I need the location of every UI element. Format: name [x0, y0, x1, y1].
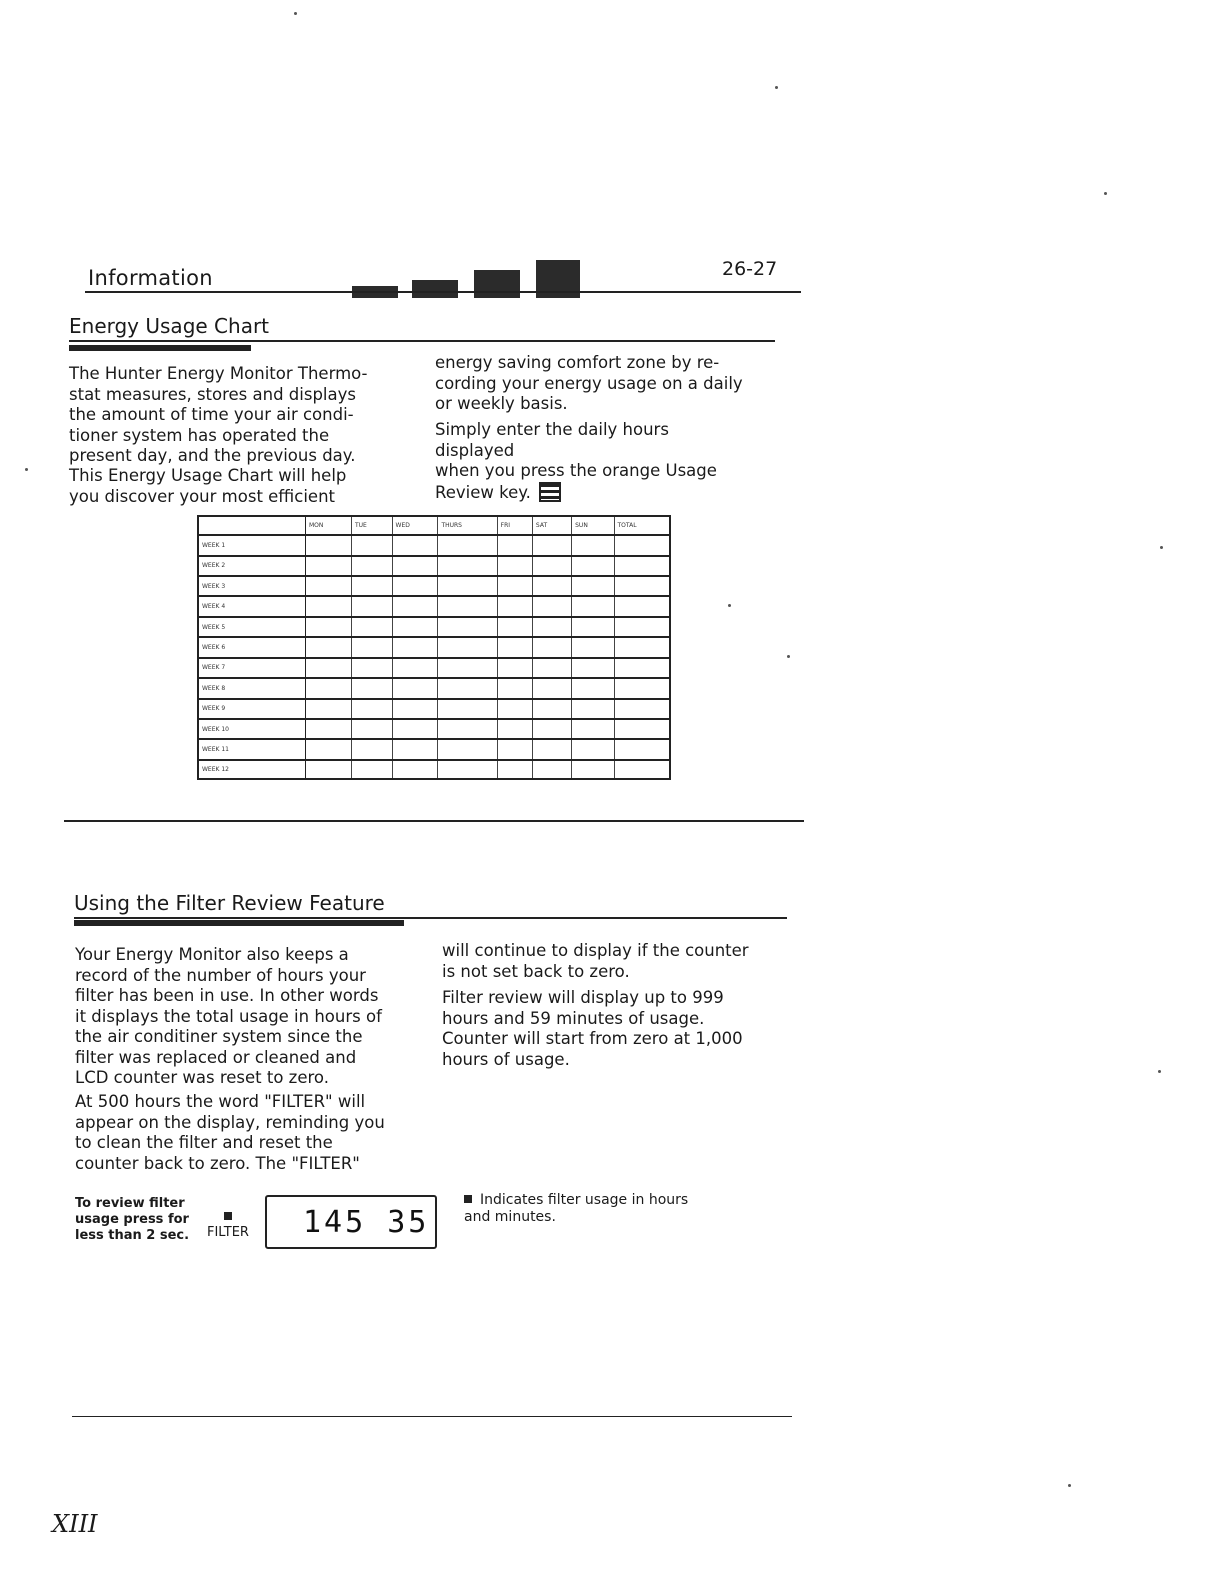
table-cell [392, 739, 438, 759]
filter-left-para-1: Your Energy Monitor also keeps a record of the number of hours your filter has been in use. In other words it displays the total usage in hours of the air conditiner system since the filter was replaced or cleaned and LCD counter was reset to zero. [75, 945, 382, 1087]
title-underline [69, 345, 251, 351]
table-cell [306, 699, 352, 719]
table-cell [352, 596, 393, 616]
bullet-square-icon [464, 1195, 472, 1203]
table-cell [497, 576, 532, 596]
table-cell [306, 576, 352, 596]
filter-indicator-square [224, 1212, 232, 1220]
header-rule [85, 291, 801, 293]
usage-review-key-icon [539, 482, 561, 502]
column-header [199, 517, 306, 535]
table-cell [614, 658, 669, 678]
row-label: WEEK 6 [199, 637, 306, 657]
row-label: WEEK 2 [199, 556, 306, 576]
table-cell [614, 637, 669, 657]
row-label: WEEK 8 [199, 678, 306, 698]
table-row [199, 739, 669, 759]
table-cell [306, 637, 352, 657]
filter-review-title: Using the Filter Review Feature [74, 891, 385, 915]
table-cell [352, 719, 393, 739]
table-cell [306, 760, 352, 778]
table-cell [392, 637, 438, 657]
table-cell [497, 658, 532, 678]
table-cell [306, 556, 352, 576]
energy-right-para-1: energy saving comfort zone by re- cording your energy usage on a daily or weekly basis. [435, 353, 743, 413]
title-rule [74, 917, 787, 919]
table-cell [572, 535, 614, 555]
table-cell [532, 535, 571, 555]
table-cell [438, 658, 497, 678]
table-cell [532, 596, 571, 616]
row-label: WEEK 7 [199, 658, 306, 678]
table-cell [438, 699, 497, 719]
column-header: MON [306, 517, 352, 535]
row-label: WEEK 11 [199, 739, 306, 759]
column-header: FRI [497, 517, 532, 535]
table-cell [497, 535, 532, 555]
table-cell [614, 760, 669, 778]
column-header: SUN [572, 517, 614, 535]
filter-label: FILTER [207, 1225, 249, 1240]
row-label: WEEK 10 [199, 719, 306, 739]
table-cell [306, 617, 352, 637]
filter-note: Indicates filter usage in hours and minutes. [464, 1192, 689, 1225]
table-cell [352, 535, 393, 555]
table-cell [532, 678, 571, 698]
table-cell [532, 719, 571, 739]
table-cell [572, 658, 614, 678]
table-cell [306, 596, 352, 616]
table-cell [392, 535, 438, 555]
table-row [199, 637, 669, 657]
table-cell [572, 719, 614, 739]
table-cell [614, 719, 669, 739]
table-cell [614, 535, 669, 555]
table-cell [392, 576, 438, 596]
section-divider [64, 820, 804, 822]
energy-left-para-2: This Energy Usage Chart will help you discover your most efficient [69, 466, 347, 506]
table-cell [497, 556, 532, 576]
table-row [199, 556, 669, 576]
table-cell [572, 760, 614, 778]
table-cell [614, 678, 669, 698]
table-cell [572, 556, 614, 576]
table-cell [438, 739, 497, 759]
energy-usage-table [197, 515, 671, 780]
table-cell [352, 658, 393, 678]
table-cell [352, 739, 393, 759]
table-cell [614, 617, 669, 637]
table-cell [497, 699, 532, 719]
filter-right-para-1: will continue to display if the counter is not set back to zero. [442, 941, 749, 981]
table-cell [392, 678, 438, 698]
column-header: SAT [532, 517, 571, 535]
table-cell [614, 556, 669, 576]
table-cell [614, 576, 669, 596]
table-cell [306, 678, 352, 698]
page-number: 26-27 [722, 258, 778, 280]
table-cell [572, 739, 614, 759]
row-label: WEEK 4 [199, 596, 306, 616]
table-cell [572, 637, 614, 657]
filter-right-para-2: Filter review will display up to 999 hours and 59 minutes of usage. Counter will start from zero at 1,000 hours of usage. [442, 988, 743, 1069]
table-cell [392, 658, 438, 678]
column-header: TOTAL [614, 517, 669, 535]
table-cell [352, 678, 393, 698]
table-row [199, 576, 669, 596]
table-cell [438, 637, 497, 657]
lcd-digits: 145 35 [303, 1205, 430, 1240]
energy-right-para-2: Simply enter the daily hours displayed when you press the orange Usage Review key. [435, 420, 717, 502]
table-cell [438, 556, 497, 576]
table-cell [438, 760, 497, 778]
table-cell [392, 760, 438, 778]
table-cell [497, 719, 532, 739]
row-label: WEEK 3 [199, 576, 306, 596]
title-rule [69, 340, 775, 342]
row-label: WEEK 1 [199, 535, 306, 555]
column-header: THURS [438, 517, 497, 535]
table-row [199, 596, 669, 616]
energy-left-para-1: The Hunter Energy Monitor Thermo- stat measures, stores and displays the amount of time your air condi- tioner system has operated the present day, and the previous day. [69, 364, 368, 465]
table-cell [572, 678, 614, 698]
table-row [199, 678, 669, 698]
table-cell [532, 658, 571, 678]
filter-instruction: To review filter usage press for less than 2 sec. [75, 1196, 190, 1243]
filter-left-para-2: At 500 hours the word "FILTER" will appear on the display, reminding you to clean the filter and reset the counter back to zero. The "FILTER" [75, 1092, 385, 1173]
table-cell [497, 596, 532, 616]
table-cell [438, 596, 497, 616]
energy-chart-title: Energy Usage Chart [69, 314, 270, 338]
table-cell [352, 760, 393, 778]
table-cell [306, 719, 352, 739]
table-cell [497, 637, 532, 657]
table-cell [306, 535, 352, 555]
bottom-rule [72, 1416, 792, 1417]
row-label: WEEK 12 [199, 760, 306, 778]
table-cell [352, 556, 393, 576]
row-label: WEEK 5 [199, 617, 306, 637]
table-cell [352, 617, 393, 637]
table-cell [352, 576, 393, 596]
table-row [199, 719, 669, 739]
table-cell [532, 739, 571, 759]
table-cell [532, 617, 571, 637]
table-cell [497, 760, 532, 778]
table-cell [438, 535, 497, 555]
table-cell [306, 658, 352, 678]
table-cell [532, 556, 571, 576]
table-cell [572, 617, 614, 637]
table-cell [614, 596, 669, 616]
table-cell [497, 617, 532, 637]
table-row [199, 535, 669, 555]
table-cell [352, 699, 393, 719]
handwritten-page-mark: XIII [52, 1510, 98, 1538]
table-cell [438, 719, 497, 739]
filter-lcd-display [265, 1195, 437, 1249]
table-row [199, 658, 669, 678]
table-cell [392, 699, 438, 719]
table-cell [572, 699, 614, 719]
table-row [199, 699, 669, 719]
table-cell [392, 719, 438, 739]
table-cell [392, 596, 438, 616]
column-header: WED [392, 517, 438, 535]
table-cell [392, 556, 438, 576]
table-cell [497, 739, 532, 759]
section-label: Information [88, 266, 213, 290]
table-cell [392, 617, 438, 637]
table-cell [572, 576, 614, 596]
title-underline [74, 920, 404, 926]
table-cell [497, 678, 532, 698]
row-label: WEEK 9 [199, 699, 306, 719]
table-cell [532, 699, 571, 719]
table-cell [438, 576, 497, 596]
table-cell [306, 739, 352, 759]
table-cell [532, 576, 571, 596]
table-row [199, 617, 669, 637]
table-cell [532, 760, 571, 778]
table-cell [572, 596, 614, 616]
table-cell [532, 637, 571, 657]
table-cell [438, 678, 497, 698]
column-header: TUE [352, 517, 393, 535]
table-cell [614, 739, 669, 759]
table-cell [438, 617, 497, 637]
table-header-row [199, 517, 669, 535]
table-cell [352, 637, 393, 657]
table-cell [614, 699, 669, 719]
table-row [199, 760, 669, 778]
